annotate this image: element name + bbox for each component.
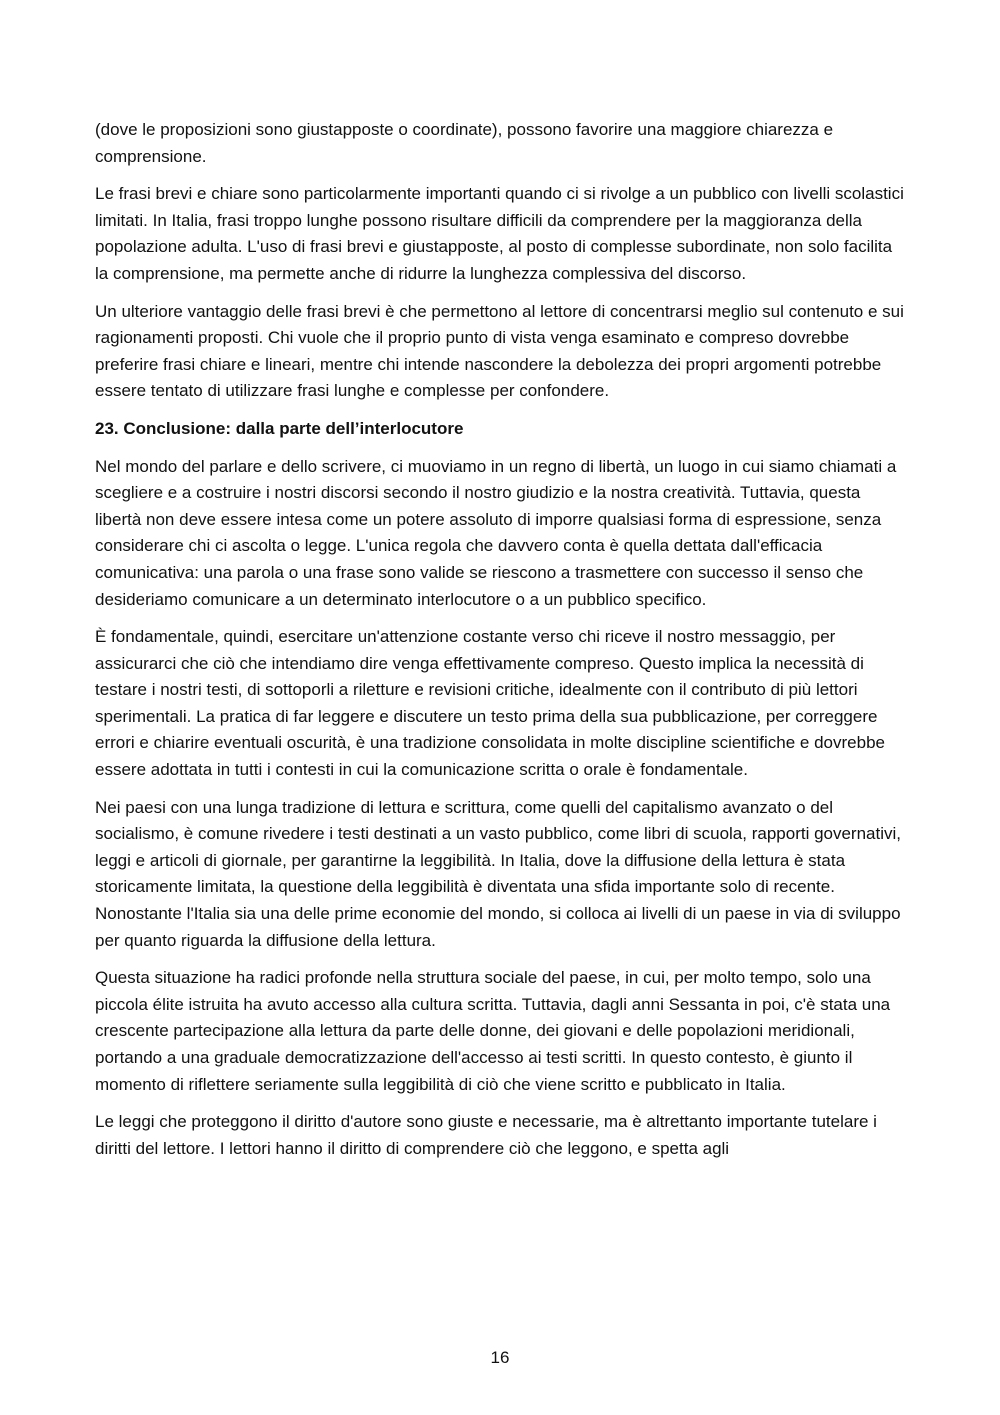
paragraph: Nel mondo del parlare e dello scrivere, ci muoviamo in un regno di libertà, un luogo in cui siamo chiamati a scegliere e a costruire i nostri discorsi secondo il nostro giudizio e la nostra creatività. Tuttavia, questa libertà non deve essere intesa come un potere assoluto di imporre qualsiasi forma di espressione, senza considerare chi ci ascolta o legge. L'unica regola che davvero conta è quella dettata dall'efficacia comunicativa: una parola o una frase sono valide se riescono a trasmettere con successo il senso che desideriamo comunicare a un determinato interlocutore o a un pubblico specifico. [95, 456, 897, 609]
paragraph: (dove le proposizioni sono giustapposte o coordinate), possono favorire una maggiore chiarezza e comprensione. [95, 120, 834, 166]
page-body [95, 117, 905, 1173]
paragraph: Questa situazione ha radici profonde nella struttura sociale del paese, in cui, per molto tempo, solo una piccola élite istruita ha avuto accesso alla cultura scritta. Tuttavia, dagli anni Sessanta in poi, c'è stata una crescente partecipazione alla lettura da parte delle donne, dei giovani e delle popolazioni meridionali, portando a una graduale democratizzazione dell'accesso ai testi scritti. In questo contesto, è giunto il momento di riflettere seriamente sulla leggibilità di ciò che viene scritto e pubblicato in Italia. [95, 968, 891, 1094]
page-number: 16 [490, 1348, 510, 1367]
paragraph: È fondamentale, quindi, esercitare un'attenzione costante verso chi riceve il nostro messaggio, per assicurarci che ciò che intendiamo dire venga effettivamente compreso. Questo implica la necessità di testare i nostri testi, di sottoporli a riletture e revisioni critiche, idealmente con il contributo di più lettori sperimentali. La pratica di far leggere e discutere un testo prima della sua pubblicazione, per correggere errori e chiarire eventuali oscurità, è una tradizione consolidata in molte discipline scientifiche e dovrebbe essere adottata in tutti i contesti in cui la comunicazione scritta o orale è fondamentale. [95, 627, 885, 780]
paragraph: Un ulteriore vantaggio delle frasi brevi è che permettono al lettore di concentrarsi meglio sul contenuto e sui ragionamenti proposti. Chi vuole che il proprio punto di vista venga esaminato e compreso dovrebbe preferire frasi chiare e lineari, mentre chi intende nascondere la debolezza dei propri argomenti potrebbe essere tentato di utilizzare frasi lunghe e complesse per confondere. [95, 301, 904, 401]
paragraph: Le frasi brevi e chiare sono particolarmente importanti quando ci si rivolge a un pubblico con livelli scolastici limitati. In Italia, frasi troppo lunghe possono risultare difficili da comprendere per la maggioranza della popolazione adulta. L'uso di frasi brevi e giustapposte, al posto di complesse subordinate, non solo facilita la comprensione, ma permette anche di ridurre la lunghezza complessiva del discorso. [95, 184, 904, 283]
paragraph: Nei paesi con una lunga tradizione di lettura e scrittura, come quelli del capitalismo avanzato o del socialismo, è comune rivedere i testi destinati a un vasto pubblico, come libri di scuola, rapporti governativi, leggi e articoli di giornale, per garantirne la leggibilità. In Italia, dove la diffusione della lettura è stata storicamente limitata, la questione della leggibilità è diventata una sfida importante solo di recente. Nonostante l'Italia sia una delle prime economie del mondo, si colloca ai livelli di un paese in via di sviluppo per quanto riguarda la diffusione della lettura. [95, 797, 902, 950]
section-heading: 23. Conclusione: dalla parte dell’interlocutore [95, 418, 464, 438]
paragraph: Le leggi che proteggono il diritto d'autore sono giuste e necessarie, ma è altrettanto importante tutelare i diritti del lettore. I lettori hanno il diritto di comprendere ciò che leggono, e spetta agli [95, 1112, 877, 1158]
